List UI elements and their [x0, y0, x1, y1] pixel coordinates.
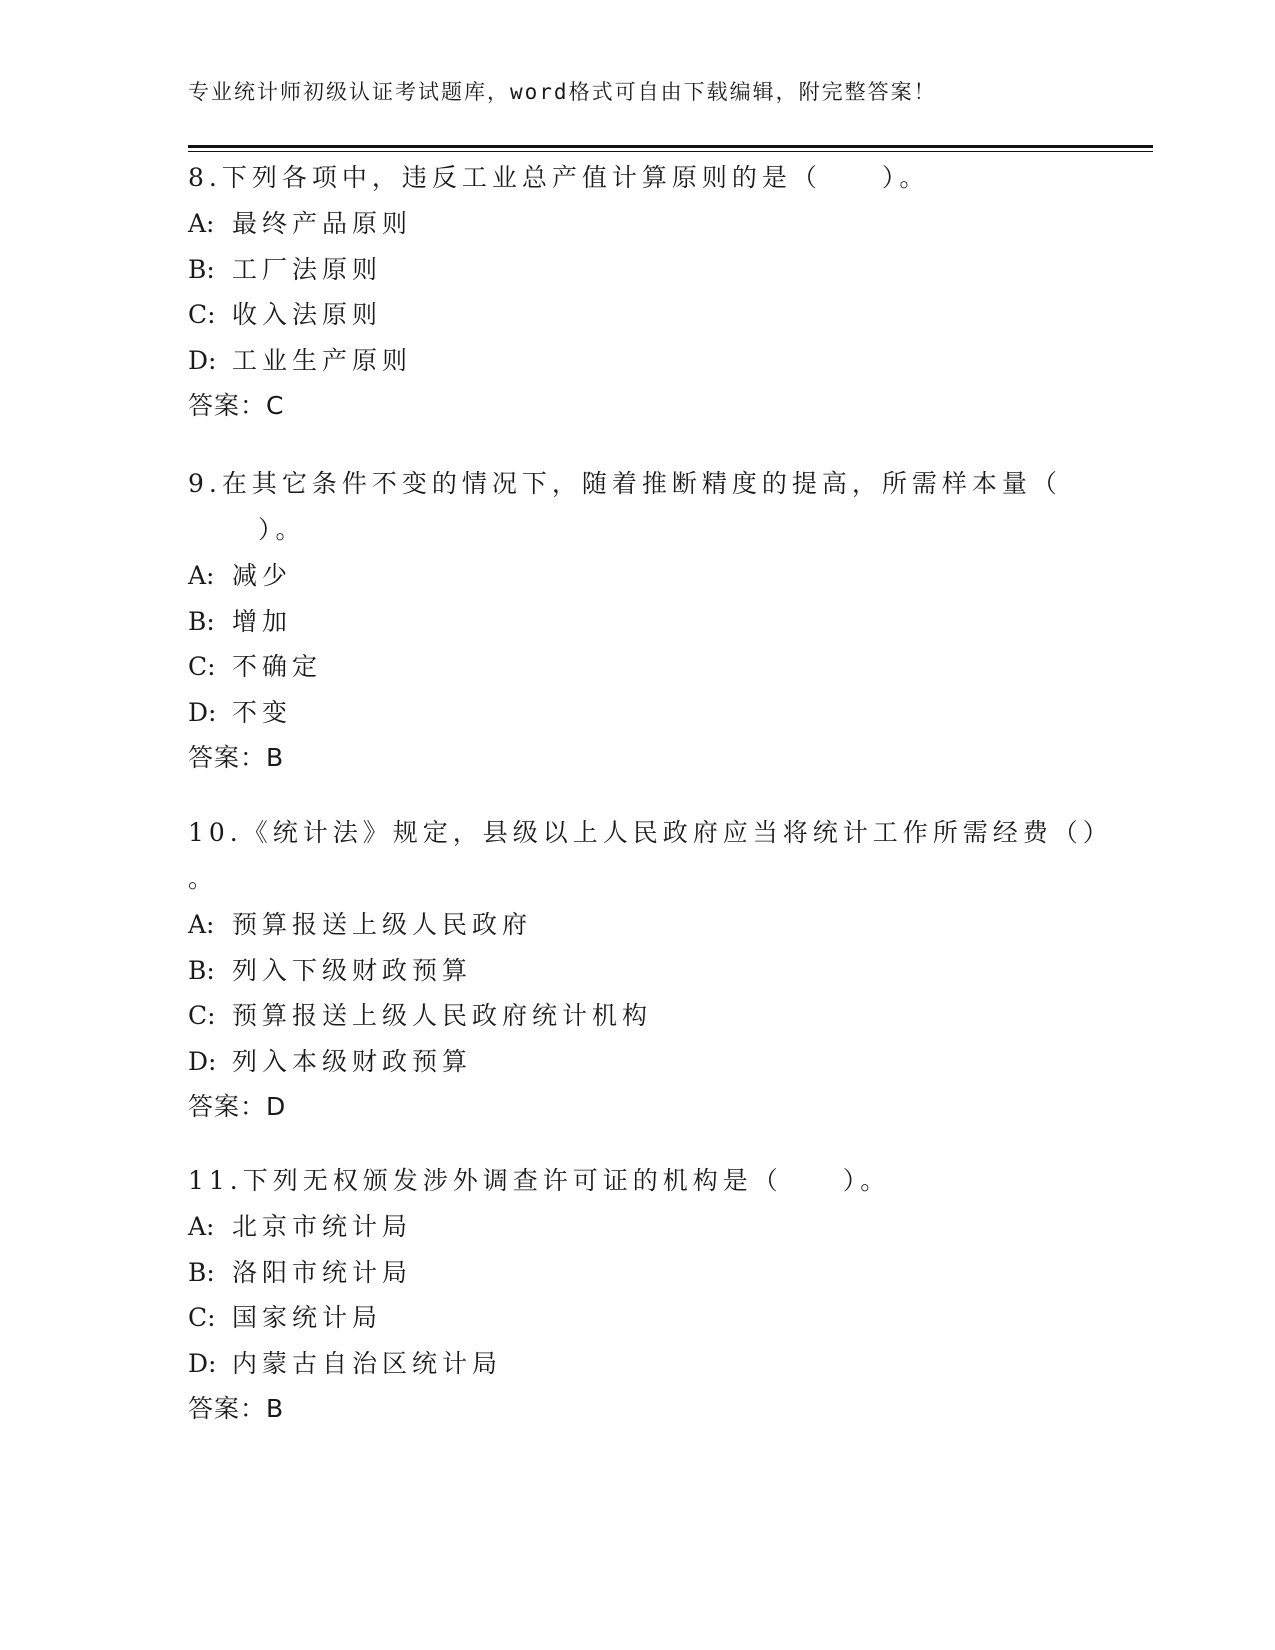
option-c [188, 293, 1068, 339]
option-text: 列入下级财政预算 [232, 955, 473, 985]
option-c [188, 994, 1068, 1040]
option-text: 不变 [232, 697, 293, 727]
question-11 [188, 1159, 1068, 1431]
question-10 [188, 811, 1113, 1129]
option-text: 最终产品原则 [232, 209, 413, 238]
question-stem: 10.《统计法》规定，县级以上人民政府应当将统计工作所需经费（） [188, 818, 1113, 847]
option-text: 工厂法原则 [232, 254, 383, 284]
option-label: D: [188, 345, 217, 375]
option-text: 预算报送上级人民政府 [232, 910, 533, 939]
option-label: B: [188, 955, 215, 985]
answer: 答案：D [188, 1092, 287, 1121]
option-label: C: [188, 300, 216, 329]
option-label: A: [188, 561, 215, 590]
question-9 [188, 462, 1068, 780]
option-d [188, 1040, 1068, 1086]
option-label: A: [188, 209, 215, 238]
option-label: C: [188, 1001, 216, 1030]
option-a [188, 202, 1068, 248]
option-b [188, 248, 1068, 294]
option-a [188, 1205, 1068, 1251]
option-text: 不确定 [232, 652, 323, 681]
option-label: C: [188, 652, 216, 681]
option-text: 列入本级财政预算 [232, 1046, 473, 1076]
option-text: 增加 [232, 606, 293, 636]
option-d [188, 1342, 1068, 1388]
option-label: D: [188, 1348, 217, 1378]
option-c [188, 1296, 1068, 1342]
option-text: 工业生产原则 [232, 345, 413, 375]
answer: 答案：B [188, 743, 285, 772]
option-label: B: [188, 606, 215, 636]
question-8 [188, 156, 1068, 428]
header-rule-thick [188, 145, 1153, 148]
question-stem-continuation: ）。 [258, 515, 306, 544]
option-b [188, 600, 1068, 646]
option-label: C: [188, 1303, 216, 1332]
option-d [188, 339, 1068, 385]
option-label: D: [188, 1046, 217, 1076]
option-b [188, 949, 1068, 995]
option-label: B: [188, 1257, 215, 1287]
option-label: D: [188, 697, 217, 727]
option-d [188, 691, 1068, 737]
question-stem: 9.在其它条件不变的情况下，随着推断精度的提高，所需样本量（ [188, 469, 1062, 498]
option-text: 国家统计局 [232, 1303, 383, 1332]
option-a [188, 903, 1068, 949]
answer: 答案：C [188, 391, 285, 420]
question-stem: 11.下列无权颁发涉外调查许可证的机构是（ ）。 [188, 1166, 891, 1195]
option-c [188, 645, 1068, 691]
header-rule-thin [188, 151, 1153, 152]
page-header: 专业统计师初级认证考试题库，word格式可自由下载编辑，附完整答案！ [188, 80, 937, 104]
option-label: A: [188, 910, 215, 939]
option-label: B: [188, 254, 215, 284]
option-text: 北京市统计局 [232, 1212, 413, 1241]
option-text: 预算报送上级人民政府统计机构 [232, 1001, 653, 1030]
option-text: 收入法原则 [232, 300, 383, 329]
option-text: 减少 [232, 561, 293, 590]
option-text: 内蒙古自治区统计局 [232, 1348, 503, 1378]
option-label: A: [188, 1212, 215, 1241]
question-stem: 8.下列各项中，违反工业总产值计算原则的是（ ）。 [188, 163, 930, 192]
option-b [188, 1251, 1068, 1297]
question-stem-continuation: 。 [188, 864, 219, 893]
answer: 答案：B [188, 1394, 285, 1423]
option-a [188, 554, 1068, 600]
option-text: 洛阳市统计局 [232, 1257, 413, 1287]
